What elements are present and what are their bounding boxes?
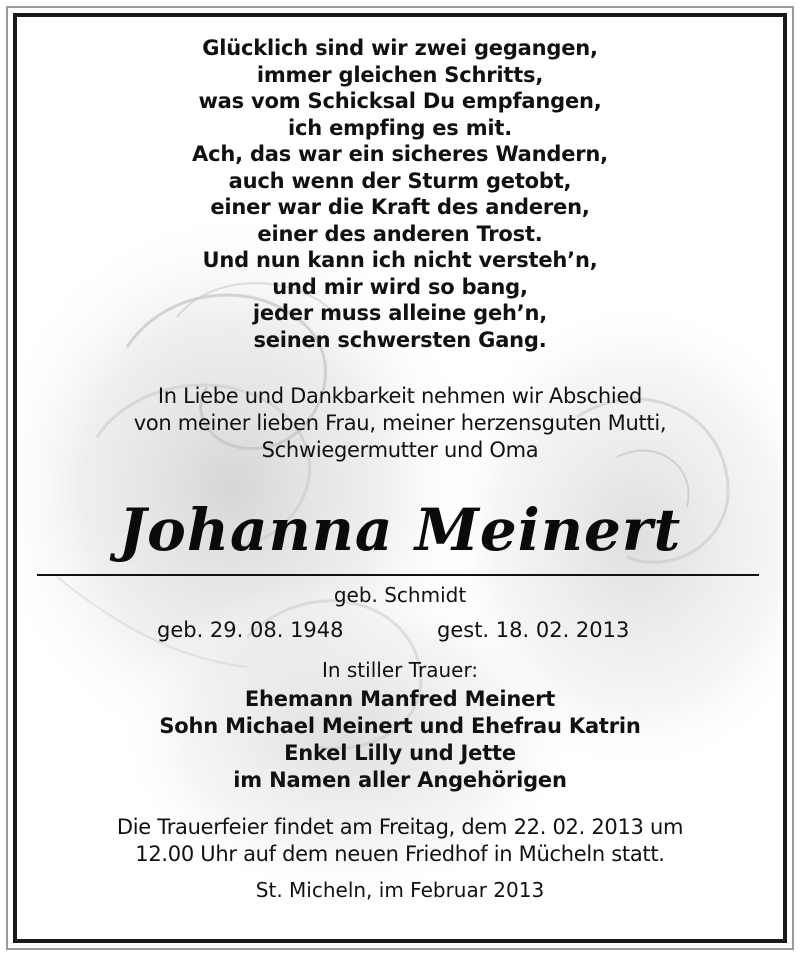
poem-line: was vom Schicksal Du empfangen, (198, 89, 602, 113)
funeral-details (17, 814, 783, 868)
life-dates (17, 615, 783, 645)
poem-line: ich empfing es mit. (287, 115, 513, 140)
poem (17, 35, 783, 353)
place-date: St. Micheln, im Februar 2013 (255, 878, 545, 902)
intro-line: von meiner lieben Frau, meiner herzensguten Mutti, (133, 411, 667, 435)
intro-line: Schwiegermutter und Oma (261, 438, 539, 462)
birth-date: geb. 29. 08. 1948 (157, 618, 344, 642)
relatives-list (17, 686, 783, 794)
poem-line: und mir wird so bang, (272, 274, 528, 299)
poem-line: Glücklich sind wir zwei gegangen, (202, 36, 598, 60)
poem-line: einer war die Kraft des anderen, (210, 195, 590, 219)
maiden-name: geb. Schmidt (333, 583, 467, 607)
intro-line: In Liebe und Dankbarkeit nehmen wir Abschied (157, 384, 643, 408)
relative-line: Sohn Michael Meinert und Ehefrau Katrin (159, 714, 641, 738)
deceased-name: Johanna Meinert (118, 496, 682, 564)
notice-content (17, 17, 783, 939)
obituary-notice (13, 13, 787, 943)
farewell-intro (17, 383, 783, 464)
name-divider (37, 574, 759, 576)
poem-line: einer des anderen Trost. (257, 221, 543, 246)
relative-line: im Namen aller Angehörigen (233, 768, 567, 792)
poem-line: Ach, das war ein sicheres Wandern, (192, 142, 608, 166)
ceremony-line: 12.00 Uhr auf dem neuen Friedhof in Mücheln statt. (135, 842, 665, 866)
poem-line: auch wenn der Sturm getobt, (228, 168, 572, 193)
poem-line: seinen schwersten Gang. (253, 327, 547, 352)
relative-line: Ehemann Manfred Meinert (244, 687, 556, 711)
mourning-label: In stiller Trauer: (321, 658, 479, 682)
poem-line: jeder muss alleine geh’n, (252, 301, 548, 325)
poem-line: Und nun kann ich nicht versteh’n, (202, 248, 598, 272)
poem-line: immer gleichen Schritts, (256, 62, 544, 87)
death-date: gest. 18. 02. 2013 (437, 618, 630, 642)
ceremony-line: Die Trauerfeier findet am Freitag, dem 22. 02. 2013 um (116, 815, 684, 839)
relative-line: Enkel Lilly und Jette (284, 741, 516, 765)
